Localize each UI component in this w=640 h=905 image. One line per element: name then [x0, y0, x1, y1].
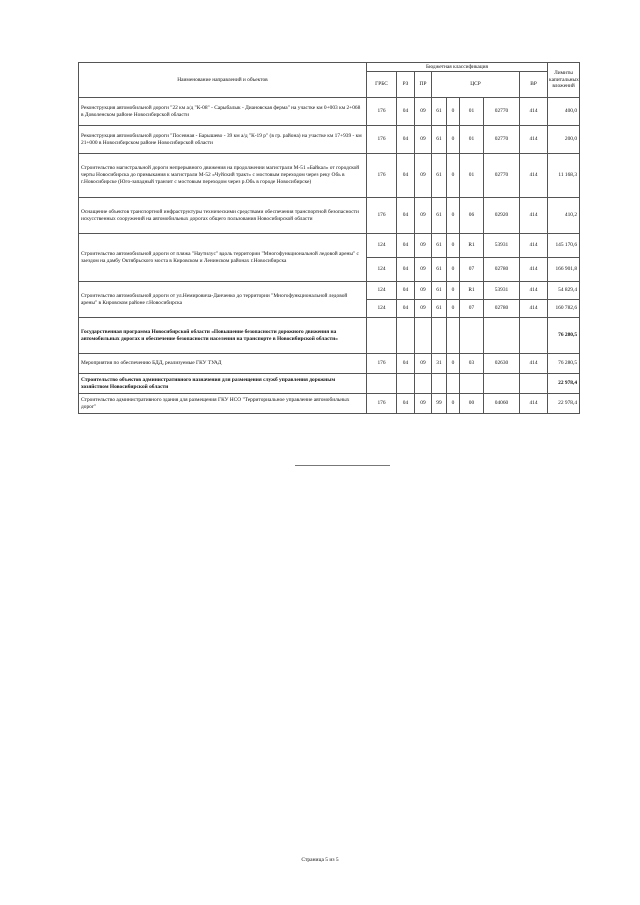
code-c1: 61: [432, 154, 447, 198]
code-c4: 02770: [484, 98, 520, 126]
code-c3: [460, 374, 484, 394]
code-vr: 414: [520, 98, 548, 126]
code-rz: 04: [397, 258, 415, 282]
code-pr: 09: [415, 198, 432, 234]
code-c3: 00: [460, 394, 484, 414]
code-c3: R1: [460, 282, 484, 300]
code-vr: 414: [520, 300, 548, 318]
table-row: [79, 126, 580, 154]
code-pr: 09: [415, 258, 432, 282]
code-pr: 09: [415, 394, 432, 414]
code-pr: 09: [415, 300, 432, 318]
code-c3: 06: [460, 198, 484, 234]
code-rz: 04: [397, 154, 415, 198]
code-vr: [520, 374, 548, 394]
code-c1: 31: [432, 354, 447, 374]
code-c2: 0: [447, 394, 460, 414]
object-name: Реконструкция автомобильной дороги "Посевная - Барышево - 39 км а/д "К-19 р" (в гр. района) на участке км 17+939 - км 21+000 в Новосибирском районе Новосибирской области: [79, 126, 367, 154]
table-body: [79, 98, 580, 414]
code-grbs: 176: [367, 154, 397, 198]
code-c4: 02920: [484, 198, 520, 234]
header-vr: ВР: [520, 72, 548, 98]
code-c1: [432, 374, 447, 394]
code-c2: 0: [447, 234, 460, 258]
code-grbs: 176: [367, 126, 397, 154]
table-row: [79, 98, 580, 126]
code-pr: 09: [415, 126, 432, 154]
code-c3: 01: [460, 126, 484, 154]
code-vr: 414: [520, 394, 548, 414]
code-c3: 03: [460, 354, 484, 374]
code-c1: 61: [432, 198, 447, 234]
code-vr: 414: [520, 234, 548, 258]
code-c1: 61: [432, 300, 447, 318]
limit-value: 22 978,4: [548, 394, 580, 414]
code-c1: 61: [432, 126, 447, 154]
limit-value: 160 782,6: [548, 300, 580, 318]
object-name: Государственная программа Новосибирской области «Повышение безопасности дорожного движения на автомобильных дорогах и обеспечение безопасности населения на транспорте в Новосибирской области»: [79, 318, 367, 354]
limit-value: 400,0: [548, 98, 580, 126]
header-limits: Лимиты капитальных вложений: [548, 63, 580, 98]
code-vr: 414: [520, 126, 548, 154]
code-c3: 07: [460, 300, 484, 318]
limit-value: 166 901,8: [548, 258, 580, 282]
code-pr: 09: [415, 98, 432, 126]
code-c2: 0: [447, 354, 460, 374]
code-c4: 02630: [484, 354, 520, 374]
page-footer: Страница 5 из 5: [301, 857, 339, 863]
object-name: Строительство объектов административного назначения для размещения служб управления дорожным хозяйством Новосибирской области: [79, 374, 367, 394]
code-vr: 414: [520, 198, 548, 234]
code-rz: [397, 318, 415, 354]
code-pr: 09: [415, 154, 432, 198]
header-rz: РЗ: [397, 72, 415, 98]
code-vr: 414: [520, 258, 548, 282]
object-name: Строительство автомобильной дороги от пляжа "Наутилус" вдоль территории "Многофункциональной ледовой арены" с заездом на дамбу Октябрьского моста в Кировском и Ленинском районах г.Новосибирска: [79, 234, 367, 282]
object-name: Мероприятия по обеспечению БДД, реализуемые ГКУ ТУАД: [79, 354, 367, 374]
code-rz: 04: [397, 282, 415, 300]
code-rz: 04: [397, 354, 415, 374]
code-pr: [415, 318, 432, 354]
code-c1: 99: [432, 394, 447, 414]
code-c2: 0: [447, 198, 460, 234]
code-vr: 414: [520, 354, 548, 374]
code-pr: 09: [415, 354, 432, 374]
code-c3: R1: [460, 234, 484, 258]
code-c4: 53931: [484, 282, 520, 300]
code-rz: [397, 374, 415, 394]
code-c2: 0: [447, 282, 460, 300]
code-vr: [520, 318, 548, 354]
code-grbs: 124: [367, 282, 397, 300]
code-c2: [447, 374, 460, 394]
limit-value: 76 280,5: [548, 318, 580, 354]
header-budget: Бюджетная классификация: [367, 63, 548, 72]
code-c2: 0: [447, 126, 460, 154]
header-pr: ПР: [415, 72, 432, 98]
table-row: [79, 234, 580, 258]
code-rz: 04: [397, 198, 415, 234]
table-row: [79, 394, 580, 414]
code-c3: [460, 318, 484, 354]
header-csr: ЦСР: [432, 72, 520, 98]
code-c1: [432, 318, 447, 354]
code-rz: 04: [397, 126, 415, 154]
code-grbs: 176: [367, 98, 397, 126]
code-grbs: [367, 318, 397, 354]
code-c2: 0: [447, 300, 460, 318]
code-c2: 0: [447, 154, 460, 198]
code-c3: 01: [460, 98, 484, 126]
code-c4: 02780: [484, 300, 520, 318]
page-end-rule: [295, 465, 390, 466]
section-row: [79, 374, 580, 394]
code-c2: 0: [447, 258, 460, 282]
code-pr: [415, 374, 432, 394]
object-name: Строительство магистральной дороги непрерывного движения на продолжении магистрали М-51 «Байкал» от городской черты Новосибирска до примыкания к магистрали М-52 «Чуйский тракт» с мостовым переходом через реку Обь в г.Новосибирске (Юго-западный транзит с мостовым переходом через р.Обь в городе Новосибирске): [79, 154, 367, 198]
code-grbs: 176: [367, 198, 397, 234]
limit-value: 76 280,5: [548, 354, 580, 374]
code-grbs: 124: [367, 234, 397, 258]
limit-value: 11 168,3: [548, 154, 580, 198]
table-row: [79, 198, 580, 234]
code-c2: 0: [447, 98, 460, 126]
code-c1: 61: [432, 258, 447, 282]
code-c4: 02770: [484, 126, 520, 154]
object-name: Строительство административного здания для размещения ГКУ НСО "Территориальное управление автомобильных дорог": [79, 394, 367, 414]
table-row: [79, 354, 580, 374]
limit-value: 410,2: [548, 198, 580, 234]
code-grbs: 176: [367, 394, 397, 414]
code-pr: 09: [415, 234, 432, 258]
code-rz: 04: [397, 234, 415, 258]
code-c4: [484, 318, 520, 354]
code-grbs: 124: [367, 300, 397, 318]
code-c4: 53931: [484, 234, 520, 258]
capital-investment-table: [78, 62, 580, 414]
limit-value: 145 170,6: [548, 234, 580, 258]
code-grbs: [367, 374, 397, 394]
code-c1: 61: [432, 98, 447, 126]
code-c3: 07: [460, 258, 484, 282]
object-name: Строительство автомобильной дороги от ул.Немировича-Данченко до территории "Многофункциональной ледовой арены" в Кировском районе г.Новосибирска: [79, 282, 367, 318]
code-grbs: 176: [367, 354, 397, 374]
code-c2: [447, 318, 460, 354]
code-c4: 02780: [484, 258, 520, 282]
code-rz: 04: [397, 300, 415, 318]
code-rz: 04: [397, 394, 415, 414]
budget-table-sheet: [78, 62, 579, 414]
limit-value: 200,0: [548, 126, 580, 154]
code-vr: 414: [520, 154, 548, 198]
code-vr: 414: [520, 282, 548, 300]
code-c1: 61: [432, 282, 447, 300]
code-grbs: 124: [367, 258, 397, 282]
table-row: [79, 154, 580, 198]
code-pr: 09: [415, 282, 432, 300]
code-c3: 01: [460, 154, 484, 198]
code-c4: [484, 374, 520, 394]
limit-value: 54 829,4: [548, 282, 580, 300]
object-name: Реконструкция автомобильной дороги "22 км а/д "К-08" - Сарыбалык - Диановская ферма" на участке км 0+003 км 2+068 в Доволенском районе Новосибирской области: [79, 98, 367, 126]
code-rz: 04: [397, 98, 415, 126]
code-c4: 02770: [484, 154, 520, 198]
table-row: [79, 282, 580, 300]
limit-value: 22 978,4: [548, 374, 580, 394]
section-row: [79, 318, 580, 354]
code-c4: 04060: [484, 394, 520, 414]
header-grbs: ГРБС: [367, 72, 397, 98]
header-name: Наименование направлений и объектов: [79, 63, 367, 98]
object-name: Оснащение объектов транспортной инфраструктуры техническими средствами обеспечения транспортной безопасности искусственных сооружений на автомобильных дорогах общего пользования Новосибирской области: [79, 198, 367, 234]
code-c1: 61: [432, 234, 447, 258]
